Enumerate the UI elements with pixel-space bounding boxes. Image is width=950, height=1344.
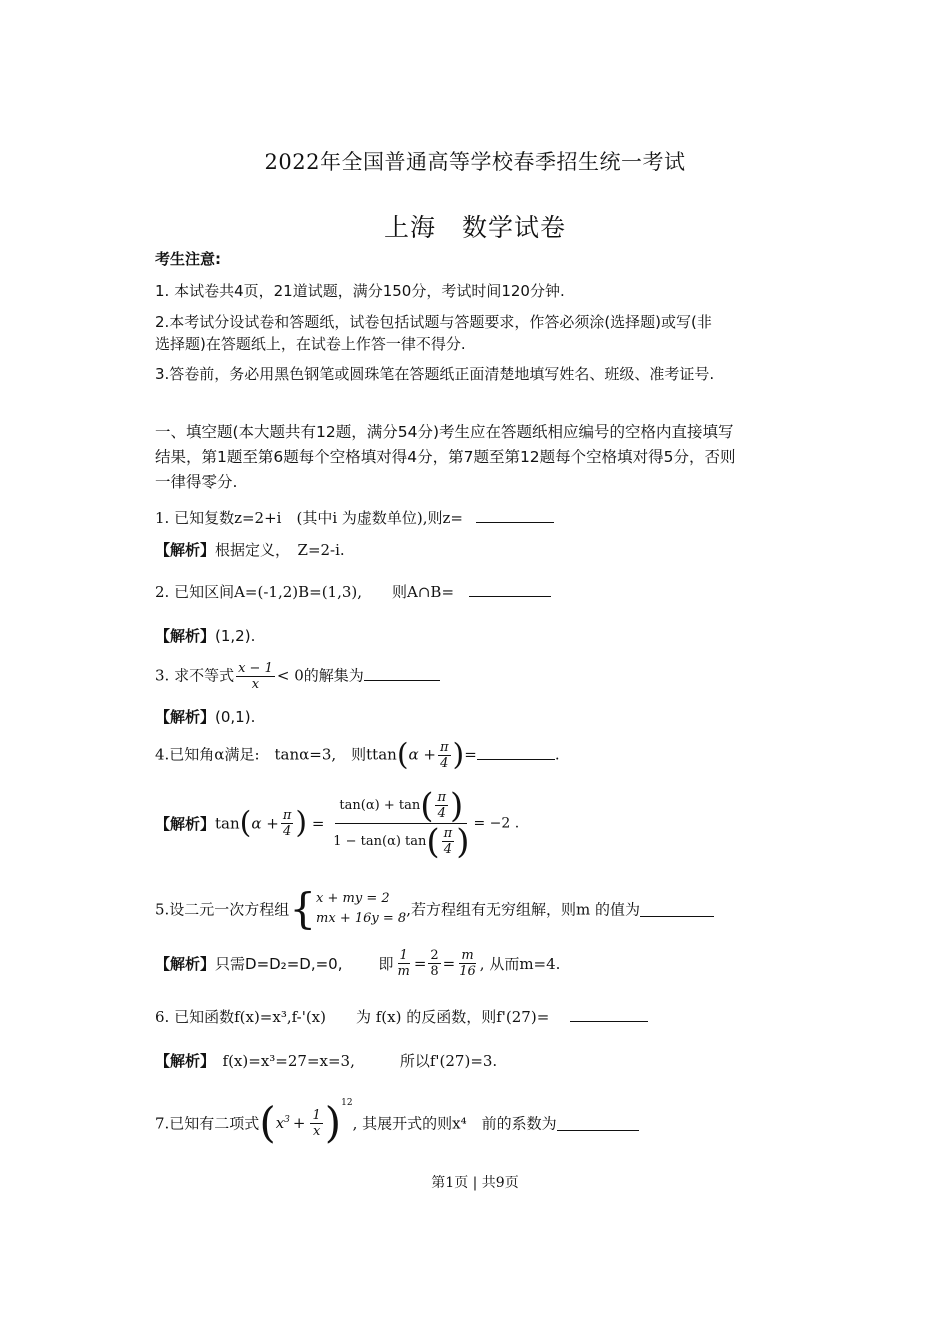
analysis-6 <box>155 1050 497 1071</box>
analysis-label: 【解析】 <box>155 1052 208 1070</box>
left-paren: ( <box>239 805 252 841</box>
section-1-line-1: 一、填空题(本大题共有12题，满分54分)考生应在答题纸相应编号的空格内直接填写 <box>155 423 734 441</box>
right-paren: ) <box>450 785 464 826</box>
pi-over-4 <box>281 808 294 839</box>
question-2 <box>155 581 551 602</box>
analysis-3 <box>155 706 255 727</box>
equation-system <box>316 889 406 929</box>
analysis-4-result: = −2 . <box>473 815 520 832</box>
exponent-3: 3 <box>284 1115 290 1125</box>
right-paren: ) <box>452 737 465 773</box>
question-5-suffix: ,若方程组有无穷组解，则m 的值为 <box>406 900 640 919</box>
answer-blank <box>477 745 555 760</box>
fraction-1-over-m <box>395 948 411 979</box>
tan-sum-fraction <box>329 785 473 862</box>
answer-blank <box>364 666 440 681</box>
analysis-6-text: f(x)=x³=27=x=3, 所以f'(27)=3. <box>222 1052 498 1070</box>
question-2-text: 2. 已知区间A=(-1,2)B=(1,3), 则A∩B= <box>155 583 455 601</box>
pi-over-4 <box>435 790 448 821</box>
question-3 <box>155 661 440 692</box>
fraction-denominator: m <box>397 964 410 979</box>
tan-function: tan <box>215 814 240 833</box>
exam-title: 2022年全国普通高等学校春季招生统一考试 <box>264 150 686 174</box>
notice-item-3: 3.答卷前，务必用黑色钢笔或圆珠笔在答题纸正面清楚地填写姓名、班级、准考证号. <box>155 365 715 383</box>
analysis-2-text: (1,2). <box>215 627 256 645</box>
left-paren: ( <box>396 737 409 773</box>
answer-blank <box>570 1007 648 1022</box>
section-1-line-2: 结果，第1题至第6题每个空格填对得4分，第7题至第12题每个空格填对得5分，否则 <box>155 448 736 466</box>
answer-blank <box>476 508 554 523</box>
fraction-2-over-8 <box>428 948 440 979</box>
equals: = <box>464 745 477 764</box>
fraction-numerator: 1 <box>312 1107 321 1123</box>
fraction-numerator: π <box>437 790 447 805</box>
big-fraction-denominator <box>329 821 473 862</box>
section-1-line-3: 一律得零分. <box>155 473 238 491</box>
fraction-denominator: 8 <box>430 964 439 979</box>
fraction-denominator: x <box>312 1123 321 1139</box>
analysis-5-mid: 即 <box>378 955 394 973</box>
fraction-denominator: x <box>251 677 260 692</box>
answer-blank <box>557 1116 639 1131</box>
analysis-2 <box>155 625 255 646</box>
fraction-denominator: 4 <box>282 824 292 839</box>
x-base: x <box>275 1114 285 1132</box>
alpha-plus: α + <box>408 745 436 764</box>
right-paren: ) <box>295 805 308 841</box>
left-paren: ( <box>259 1098 276 1147</box>
notice-item-1: 1. 本试卷共4页，21道试题，满分150分，考试时间120分钟. <box>155 282 565 300</box>
analysis-4: 【解析】tan(α + $\frac{\pi}{4}$ ) = tan(α) + tan ( $\frac{\pi}{4}$ ) 1 − tan(α) tan ( $\frac{\pi}{4}$ ) = −2 . <box>155 785 520 862</box>
question-5 <box>155 884 714 933</box>
fraction-denominator: 4 <box>443 842 453 857</box>
question-1 <box>155 507 554 528</box>
question-6-text: 6. 已知函数f(x)=x³,f-'(x) 为 f(x) 的反函数，则f'(27)= <box>155 1008 550 1026</box>
left-brace: { <box>289 884 317 933</box>
exponent-12: 12 <box>341 1098 353 1108</box>
page-footer: 第1页 | 共9页 <box>431 1175 519 1191</box>
analysis-label: 【解析】 <box>155 627 216 645</box>
left-paren: ( <box>426 821 440 862</box>
analysis-label: 【解析】 <box>155 815 216 833</box>
fraction-numerator: π <box>440 740 449 755</box>
question-3-prefix: 3. 求不等式 <box>155 666 235 685</box>
fraction-denominator: 4 <box>437 806 446 821</box>
analysis-1-text: 根据定义， Z=2-i. <box>215 541 345 559</box>
fraction-numerator: π <box>282 808 292 823</box>
fraction-denominator: 4 <box>440 756 449 771</box>
question-7-prefix: 7.已知有二项式 <box>155 1114 260 1133</box>
question-4-suffix: . <box>554 745 560 764</box>
analysis-label: 【解析】 <box>155 955 216 973</box>
pi-over-4 <box>442 826 455 857</box>
tan-function: tan <box>372 745 397 764</box>
question-4 <box>155 737 560 773</box>
fraction-numerator: 2 <box>430 948 439 963</box>
question-1-text: 1. 已知复数z=2+i (其中i 为虚数单位),则z= <box>155 509 463 527</box>
analysis-5-end: , 从而m=4. <box>479 955 561 973</box>
exam-subtitle: 上海 数学试卷 <box>383 213 566 242</box>
question-7 <box>155 1098 639 1147</box>
equation-2: mx + 16y = 8 <box>316 911 407 926</box>
fraction-numerator: m <box>461 948 474 963</box>
analysis-3-text: (0,1). <box>215 708 256 726</box>
x-cubed <box>276 1114 290 1132</box>
analysis-1 <box>155 539 345 560</box>
notice-item-2-line-1: 2.本考试分设试卷和答题纸，试卷包括试题与答题要求，作答必须涂(选择题)或写(非 <box>155 313 712 331</box>
fraction-numerator: π <box>443 826 453 841</box>
question-7-suffix: , 其展开式的则x⁴ 前的系数为 <box>352 1114 557 1133</box>
question-6 <box>155 1006 648 1027</box>
notice-item-2-line-2: 选择题)在答题纸上，在试卷上作答一律不得分. <box>155 335 466 353</box>
denominator-text: 1 − tan(α) tan <box>333 834 427 849</box>
question-5-prefix: 5.设二元一次方程组 <box>155 900 290 919</box>
analysis-5-text: 只需D=D₂=D,=0, <box>215 955 343 973</box>
question-4-prefix: 4.已知角α满足: tanα=3, 则t <box>155 745 373 764</box>
analysis-5: 【解析】只需D=D₂=D,=0, 即 $\frac{1}{m}$ = $\frac{2}{8}$ = $\frac{m}{16}$ , 从而m=4. <box>155 948 561 979</box>
notice-heading: 考生注意: <box>155 250 221 268</box>
analysis-label: 【解析】 <box>155 541 216 559</box>
one-over-x <box>310 1108 322 1139</box>
alpha-plus: α + <box>251 814 279 833</box>
plus-sign: + <box>292 1114 306 1132</box>
big-fraction-numerator <box>335 785 467 826</box>
fraction-numerator: 1 <box>399 948 408 963</box>
left-paren: ( <box>420 785 434 826</box>
analysis-label: 【解析】 <box>155 708 216 726</box>
numerator-text: tan(α) + tan <box>339 798 421 813</box>
equation-1: x + my = 2 <box>316 891 390 906</box>
right-paren: ) <box>456 821 470 862</box>
fraction-m-over-16 <box>457 948 478 979</box>
pi-over-4 <box>438 740 451 771</box>
inequality-fraction <box>236 661 275 692</box>
question-3-suffix: < 0的解集为 <box>276 666 364 685</box>
fraction-denominator: 16 <box>459 964 476 979</box>
right-paren: ) <box>324 1098 342 1147</box>
answer-blank <box>640 902 714 917</box>
fraction-numerator: x − 1 <box>238 661 273 676</box>
answer-blank <box>469 582 551 597</box>
